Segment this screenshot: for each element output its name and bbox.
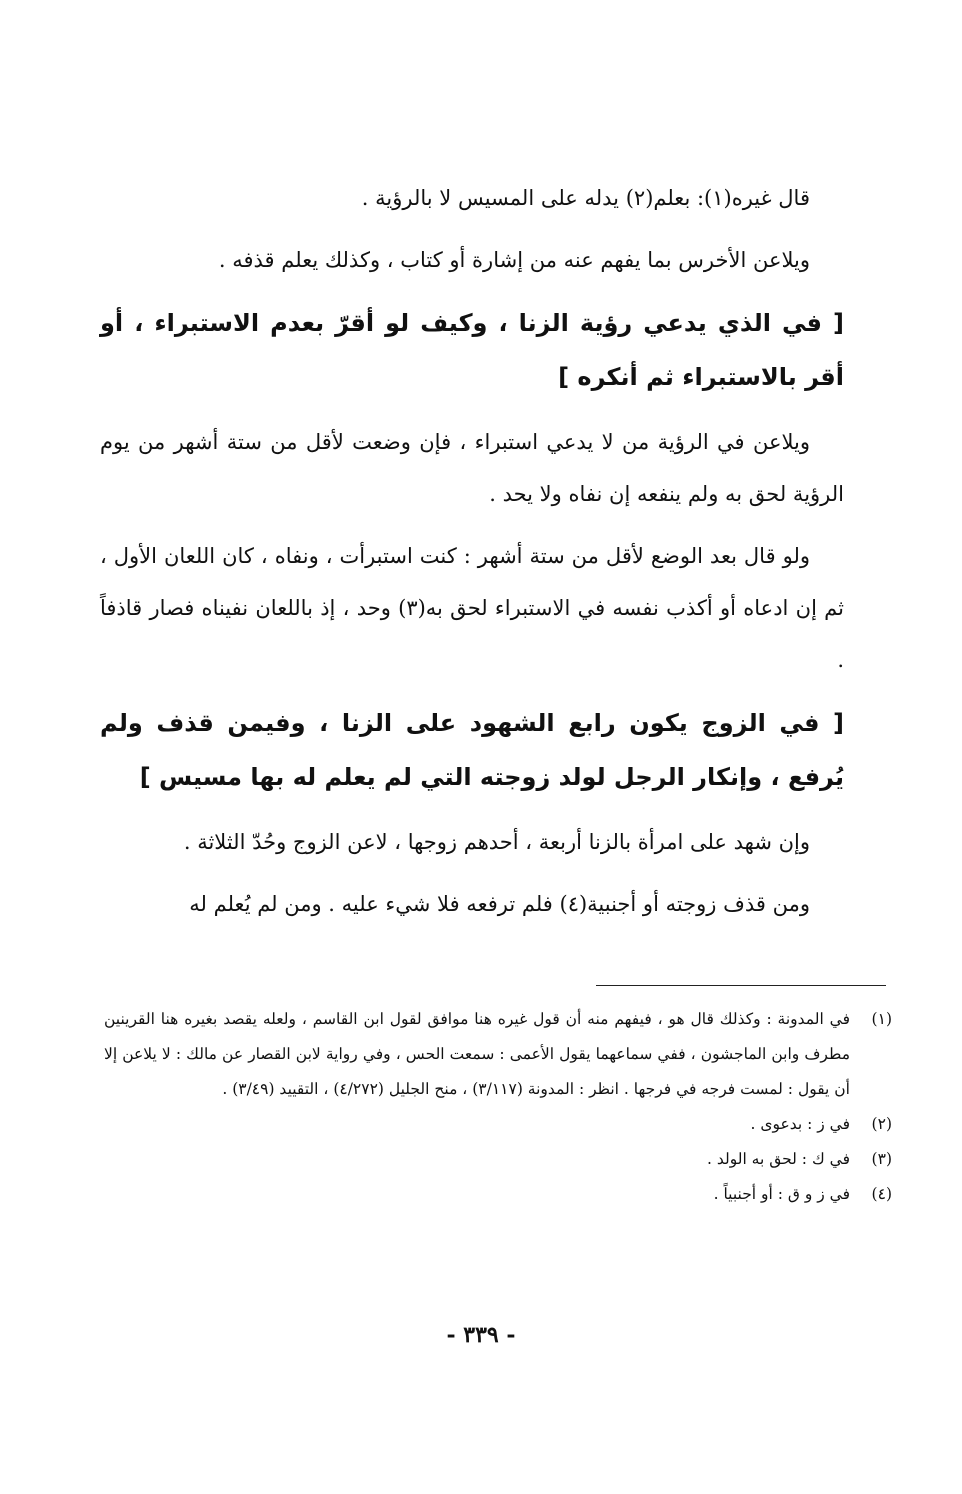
paragraph-3: ويلاعن في الرؤية من لا يدعي استبراء ، فإن وضعت لأقل من ستة أشهر من يوم الرؤية لحق به ولم ينفعه إن نفاه ولا يحد . [100, 430, 844, 506]
footnote-3 [104, 1142, 892, 1177]
paragraph-1: قال غيره(١): بعلم(٢) يدله على المسيس لا بالرؤية . [361, 186, 810, 210]
section-heading-2: [ في الزوج يكون رابع الشهود على الزنا ، وفيمن قذف ولم يُرفع ، وإنكار الرجل لولد زوجته التي لم يعلم له بها مسيس ] [100, 709, 844, 791]
footnote-number: (١) [871, 1010, 892, 1028]
footnotes [104, 1002, 892, 1212]
paragraph-2: ويلاعن الأخرس بما يفهم عنه من إشارة أو كتاب ، وكذلك يعلم قذفه . [218, 248, 810, 272]
paragraph-5: وإن شهد على امرأة بالزنا أربعة ، أحدهم زوجها ، لاعن الزوج وحُدّ الثلاثة . [183, 830, 810, 854]
footnote-number: (٣) [871, 1150, 892, 1168]
paragraph-4: ولو قال بعد الوضع لأقل من ستة أشهر : كنت استبرأت ، ونفاه ، كان اللعان الأول ، ثم إن ادعاه أو أكذب نفسه في الاستبراء لحق به(٣) وحد ، إذ باللعان نفيناه فصار قاذفاً . [100, 544, 845, 672]
footnote-2 [104, 1107, 892, 1142]
section-heading-1: [ في الذي يدعي رؤية الزنا ، وكيف لو أقرّ بعدم الاستبراء ، أو أقر بالاستبراء ثم أنكره ] [100, 309, 844, 391]
footnote-number: (٤) [871, 1185, 892, 1203]
page-number: - ٣٣٩ - [446, 1322, 516, 1348]
footnote-text: في ز : بدعوى . [750, 1115, 850, 1133]
footnote-separator [596, 985, 886, 986]
paragraph-6: ومن قذف زوجته أو أجنبية(٤) فلم ترفعه فلا شيء عليه . ومن لم يُعلم له [189, 892, 810, 916]
footnote-number: (٢) [871, 1115, 892, 1133]
footnote-text: في ز و ق : أو أجنبياً . [713, 1185, 850, 1203]
footnote-4 [104, 1177, 892, 1212]
footnote-1 [104, 1002, 892, 1107]
footnote-text: في المدونة : وكذلك قال هو ، فيفهم منه أن قول غيره هنا موافق لقول ابن القاسم ، ولعله يقصد بغيره هنا القرينين مطرف وابن الماجشون ، ففي سماعهما يقول الأعمى : سمعت الحس ، وفي رواية لابن القصار عن مالك : لا يلاعن إلا أن يقول : لمست فرجه في فرجها . انظر : المدونة (٣/١١٧) ، منح الجليل (٤/٢٧٢) ، التقييد (٣/٤٩) . [104, 1010, 850, 1098]
footnote-text: في ك : لحق به الولد . [707, 1150, 850, 1168]
main-text [100, 172, 844, 940]
